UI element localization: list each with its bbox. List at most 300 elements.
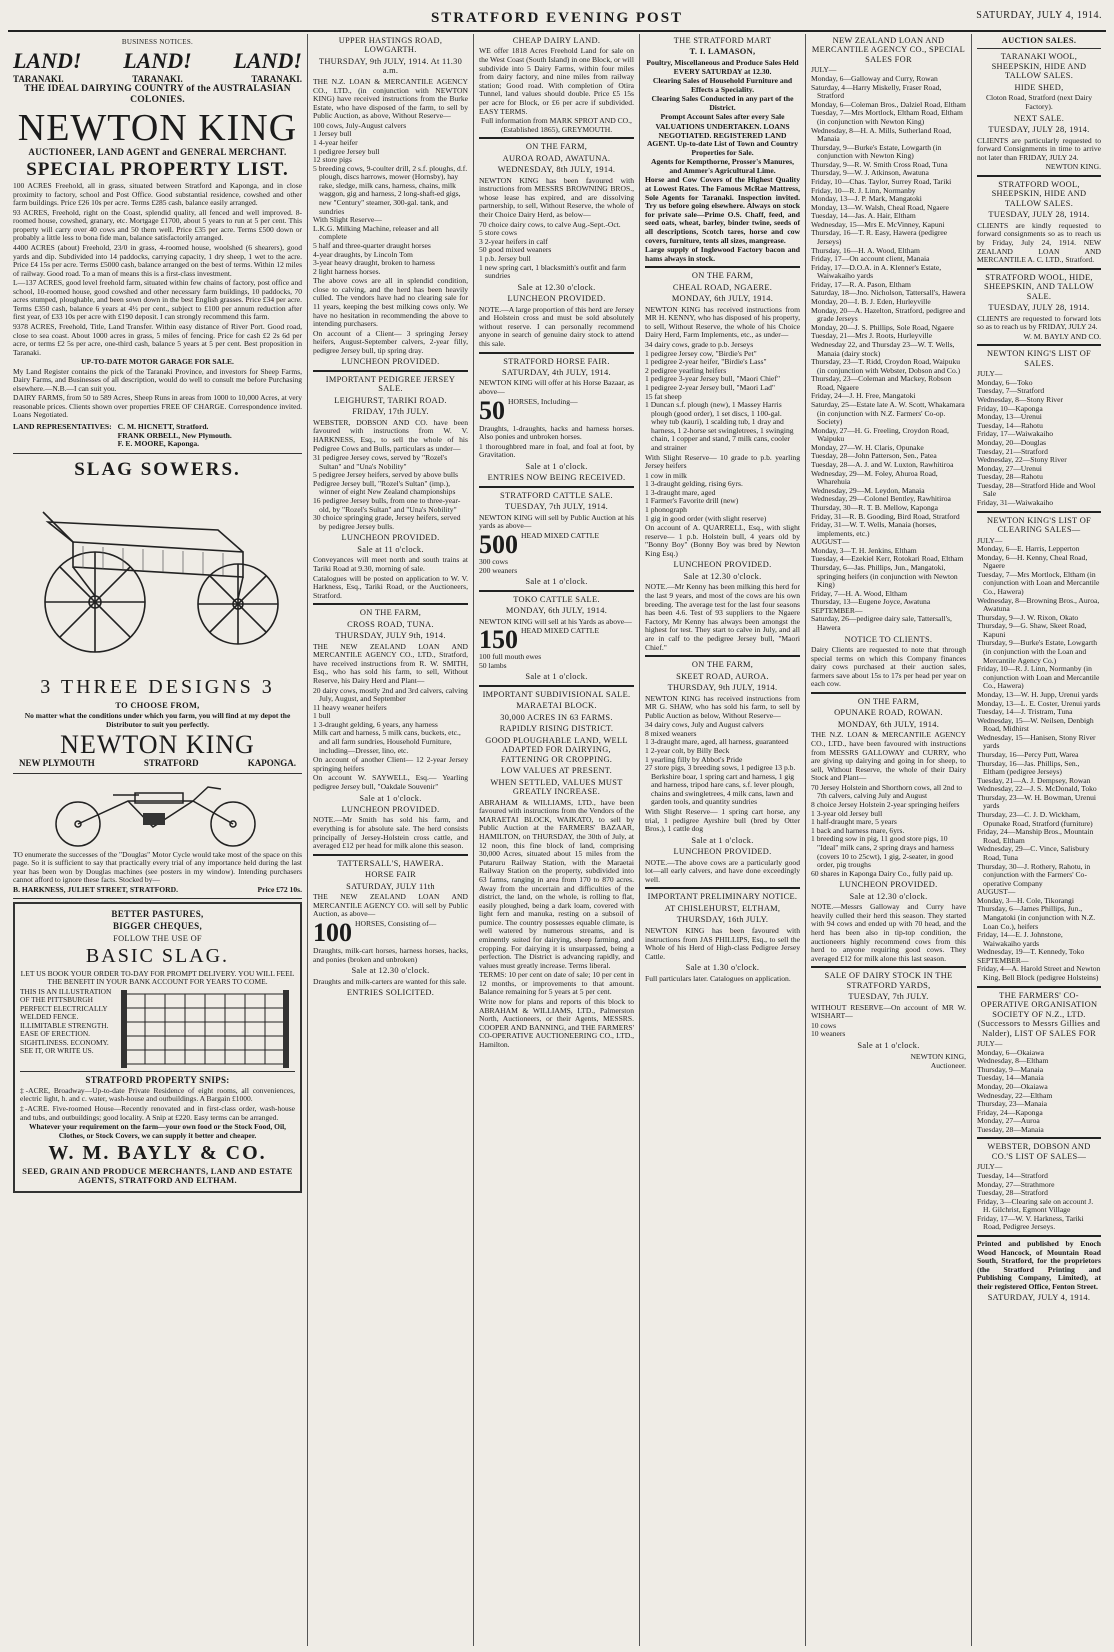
mart-text: Clearing Sales of Household Furniture and Effects a Speciality. — [652, 76, 793, 94]
lot: 12 store pigs — [313, 155, 352, 165]
sale-note: NOTE.—Messrs Galloway and Curry have heavily culled their herd this season. They started with 94 cows and ended up with 70 head, and the herd has been also in tip-top condition, the auctioneers highly recommend cows from this herd to anyone requiring good cows. They averaged £12 for milk alone this last season. — [811, 902, 966, 963]
better-pastures: BETTER PASTURES, — [111, 909, 204, 920]
lot: 2 light harness horses. — [313, 266, 381, 276]
sale-text: THE NEW ZEALAND LOAN AND MERCANTILE AGENCY CO., LTD., Stratford, have received instructions from R. W. SMITH, Esq., who has sold his farm, to sell, Without Reserve, his Dairy Herd and Plant— — [313, 641, 468, 685]
lot: 1 cow in milk — [645, 470, 687, 480]
sale-text: On account of a Client— 3 springing Jersey heifers, August-September calvers, 2-year filly, pedigree Jersey bull, tip spring dray. — [313, 328, 468, 355]
taranaki-word: TARANAKI. — [251, 73, 302, 84]
sale-entry: Monday, 6—E. Harris, Lepperton — [977, 544, 1080, 554]
lot: 200 weaners — [479, 565, 518, 575]
lot: 1 breeding sow in pig, 11 good store pigs, 10 "Ideal" milk cans, 2 spring drays and harness (covers 10 to 25cwt), 1 gig, 2-seater, in good order, pig troughs — [811, 834, 954, 870]
slag-sower-illustration — [33, 482, 283, 674]
lot: 50 good mixed weaners — [479, 245, 552, 255]
sale-entry: Saturday, 18—Jno. Nicholson, Tattersall's, Hawera — [811, 288, 966, 298]
sale-entry: Friday, 24—J. H. Free, Mangatoki — [811, 391, 916, 401]
fence-illustration — [121, 988, 291, 1068]
sale-text: The above cows are all in splendid condition, close to calving, and the herd has been heavily culled. The vendors have had no clearing sale for 11 years, keeping the best milking cows only. We have no hesitation in recommending the above to intending purchasers. — [313, 276, 468, 329]
rep: C. M. HICNETT, Stratford. — [117, 421, 209, 431]
sale-entry: Friday, 14—E. J. Johnstone, Waiwakaiho yards — [977, 930, 1063, 948]
reps-list — [118, 423, 232, 449]
sale-entry: Friday, 17—R. A. Pason, Eltham — [811, 279, 911, 289]
sale-date: THURSDAY, 9th JULY, 1914. At 11.30 a.m. — [318, 56, 463, 76]
sale-heading: T. I. LAMASON, — [689, 47, 756, 57]
lot: 1 gig in good order (with slight reserve) — [645, 513, 767, 523]
sale-entry: Tuesday, 28—Stratford — [977, 1188, 1048, 1198]
month-label: SEPTEMBER— — [811, 605, 863, 615]
sale-text: THE NEW ZEALAND LOAN AND MERCANTILE AGENCY CO. will sell by Public Auction, as above— — [313, 892, 468, 919]
lot: 1 3-year old Jersey bull — [811, 808, 883, 818]
mart-text: Agents for Kempthorne, Prosser's Manures, and Ammer's Agricultural Lime. — [650, 157, 794, 175]
lot: 1 back and harness mare, 6yrs. — [811, 825, 905, 835]
sale-text: On account of another Client— 12 2-year Jersey springing heifers — [313, 755, 468, 773]
taranaki-word: TARANAKI. — [132, 73, 183, 84]
sale-heading: WHEN SETTLED, VALUES MUST GREATLY INCREASE. — [490, 777, 623, 797]
sale-entry: Friday, 17—W. V. Harkness, Tariki Road, Pedigree Jerseys. — [977, 1213, 1084, 1232]
lot: 1 pedigree 2-year Jersey bull, "Maori Lad" — [645, 382, 775, 392]
sale-date: TUESDAY, JULY 28, 1914. — [988, 303, 1090, 313]
lot: 11 heavy weaner heifers — [313, 702, 387, 712]
sale-date: FRIDAY, 17th JULY. — [352, 407, 429, 417]
sale-note: NOTE.—The above cows are a particularly good lot—all early calvers, and have done exceedingly well. — [645, 857, 800, 884]
sale-date: MONDAY, 6th JULY, 1914. — [505, 606, 608, 616]
bigger-cheques: BIGGER CHEQUES, — [112, 921, 203, 932]
sale-text: Full information from MARK SPROT AND CO., (Established 1865), GREYMOUTH. — [481, 116, 632, 134]
sale-heading: NEW ZEALAND LOAN AND MERCANTILE AGENCY CO., SPECIAL SALES FOR — [811, 36, 966, 64]
sale-date: SATURDAY, 4th JULY, 1914. — [502, 368, 611, 377]
lot: Pedigree Jersey bull, "Rozel's Sultan" (imp.), winner of eight New Zealand championships — [313, 478, 456, 497]
sale-entry: Saturday, 4—Harry Miskelly, Fraser Road, Stratford — [811, 82, 942, 101]
lot: 30 choice springing grade, Jersey heifers, served by pedigree Jersey bulls. — [313, 513, 461, 531]
lot: 15 fat sheep — [645, 391, 682, 401]
sale-date: WEDNESDAY, 8th JULY, 1914. — [497, 165, 616, 175]
fence-section — [20, 988, 295, 1068]
sale-entry: Thursday, 6—James Phillips, Jun., Mangatoki (in conjunction with N.Z. Loan Co.), heifers — [977, 904, 1096, 931]
masthead: STRATFORD EVENING POST — [430, 9, 684, 26]
sale-entry: Monday, 3—H. Cole, Tikorangi — [977, 895, 1074, 905]
month-label: JULY— — [977, 369, 1003, 379]
sale-entry: Tuesday, 4—Ezekiel Kerr, Rotokari Road, Eltham — [811, 554, 964, 564]
sale-entry: Thursday, 9—Burke's Estate, Lowgarth (in conjunction with the Loan and Mercantile Agency Co.) — [977, 638, 1098, 665]
sale-heading: THE STRATFORD MART — [673, 36, 772, 45]
sale-entry: Thursday, 30—J. Rothery, Rahotu, in conjunction with the Farmers' Co-operative Company — [977, 861, 1091, 888]
lot-count: 150 — [479, 625, 518, 655]
sales-list — [811, 75, 966, 538]
sale-text: WE offer 1818 Acres Freehold Land for sale on the West Coast (South Island) in one Block, or will subdivide into 5 Dairy Farms, within four miles from dairy factory, and nine miles from railway station; Good road. With completion of Otira Tunnel, land values should double. Price £5 15s per acre for Block, or £6 per acre if subdivided. EASY TERMS. — [479, 46, 634, 116]
lot: 16 pedigree Jersey bulls, from one to three-year-old, by "Rozel's Sultan" and "Una's Nobility" — [313, 496, 461, 514]
lot: 8 choice Jersey Holstein 2-year springing heifers — [811, 800, 960, 810]
sale-text: On account of A. QUARRELL, Esq., with slight reserve— 1 p.b. Holstein bull, 4 years old by "Bonny Boy" (Bonny Boy was bred by Newton King Esq.) — [645, 523, 800, 558]
listing: 93 ACRES, Freehold, right on the Coast, splendid quality, all fenced and well improved. 8-roomed house, cowshed, granary, etc. Mortgage £1700, about 5 years to run at 5 per cent. This property will carry over 40 cows and 50 them well. Price £35 per acre. Terms £500 down or probably a little less to bona fide man, balance satisfactorily arranged. — [13, 207, 302, 243]
lot: 100 full mouth ewes — [479, 652, 542, 662]
signature: NEWTON KING. — [1045, 162, 1101, 172]
newton-king-title-2: NEWTON KING — [60, 730, 255, 760]
sale-entry: Monday, 27—Auroa — [977, 1116, 1040, 1126]
sale-entry: Thursday, 9—Burke's Estate, Lowgarth (in conjunction with Newton King) — [811, 142, 942, 161]
sale-entry: Wednesday, 15—W. Neilsen, Denbigh Road, Midhirst — [977, 715, 1094, 734]
lot-list — [811, 784, 966, 878]
sale-date: THURSDAY, 9th JULY, 1914. — [667, 683, 778, 693]
sale-entry: Monday, 27—H. G. Freeling, Croydon Road, Waipuku — [811, 425, 949, 444]
sale-text: ABRAHAM & WILLIAMS, LTD., have been favoured with instructions from the Vendors of the MARAETAI BLOCK, WAIKATO, to sell by Public Auction at the FARMERS' BAZAAR, HAMILTON, on THURSDAY, the 30th of July, at 12 noon, this fine block of land, comprising 30,000 Acres, situated about 15 miles from the Putaruru Railway Station, with the Maraetai Railway Station on the property, subdivided into 63 farms, ranging in area from 170 to 870 acres. Away from the uncertain and difficulties of the district, the land, on the whole, is rolling to flat, easily ploughed, being a dark loam, covered with light fern and manuka, resting on a subsoil of pumice. The country possesses equable climate, is well watered by numerous streams, and is eminently suited for dairying, sheep farming, and cropping. For dairying it is unsurpassed, being a perfection. The District is advancing rapidly, and values must greatly increase. Terms liberal. — [479, 797, 634, 970]
sale-entry: Friday, 17—Waiwakaiho — [977, 429, 1054, 439]
lot: 31 pedigree Jersey cows, served by "Rozel's Sultan" and "Una's Nobility" — [313, 453, 448, 471]
column-5 — [806, 34, 972, 1646]
lot: 1 3-draught mare, aged — [645, 487, 716, 497]
sale-text: Write now for plans and reports of this block to ABRAHAM & WILLIAMS, LTD., Palmerston North, Auctioneers, or their Agents, MESSRS. COOPER AND BANNING, and THE FARMERS' CO-OPERATIVE AUCTIONEERING CO., LTD., Hamilton. — [479, 997, 634, 1049]
mart-text: VALUATIONS UNDERTAKEN. LOANS NEGOTIATED. REGISTERED LAND AGENT. Up-to-date List of Town and Country Properties for Sale. — [646, 122, 799, 157]
mart-text: Horse and Cow Covers of the Highest Quality at Lowest Rates. The Famous McRae Mattress, Sole Agents for Taranaki. Inspection invited. Try us before going elsewhere. Always on stock for private sale—Prime O.S. Chaff, feed, and seed oats, wheat, barley, binder twine, seeds of all descriptions, Scotch tares, horse and cow covers, furniture, tents all sizes, mangrease. — [645, 175, 800, 245]
lot: 1 3-draught mare, aged, all harness, guaranteed — [645, 737, 789, 747]
sale-heading: THE FARMERS' CO-OPERATIVE ORGANISATION SOCIETY OF N.Z., LTD. (Successors to Messrs Gillies and Nalder), LIST OF SALES FOR — [977, 990, 1101, 1038]
sale-text: WEBSTER, DOBSON AND CO. have been favoured with instructions from W. V. HARKNESS, Esq., to sell the whole of his Pedigree Cows and Bulls, particulars as under— — [313, 417, 468, 453]
sale-time: Sale at 12.30 o'clock. — [849, 891, 928, 901]
sale-heading: NEWTON KING'S LIST OF SALES. — [986, 349, 1092, 368]
lot-list — [645, 721, 800, 807]
sale-entry: Tuesday, 7—Mrs Mortlock, Eltham Road, Eltham (in conjunction with Newton King) — [811, 108, 963, 126]
column-3 — [474, 34, 640, 1646]
douglas-footer — [13, 886, 302, 895]
signature: NEWTON KING, — [910, 1051, 966, 1061]
cattle-count — [479, 627, 634, 653]
mart-text: Clearing Sales Conducted in any part of the District. — [651, 94, 794, 112]
sale-text: NEWTON KING has received instructions from MR G. SHAW, who has sold his farm, to sell by Public Auction as below, Without Reserve— — [645, 693, 800, 720]
sale-entry: Friday, 10—R. J. Linn, Normanby (in conjunction with Loan and Mercantile Co., Hawera) — [977, 664, 1100, 691]
sale-entry: Monday, 13—W. H. Jupp, Urenui yards — [977, 689, 1098, 699]
sales-list — [811, 547, 966, 607]
taranaki-word: TARANAKI. — [13, 73, 64, 84]
page-header — [8, 6, 1106, 32]
sale-entry: Tuesday, 14—Rahotu — [977, 420, 1043, 430]
lot: 5 pedigree Jersey heifers, served by above bulls — [313, 470, 459, 480]
town: NEW PLYMOUTH — [19, 758, 95, 769]
sale-time: Sale at 1 o'clock. — [359, 793, 422, 803]
douglas-seller: B. HARKNESS, JULIET STREET, STRATFORD. — [13, 884, 178, 894]
sale-note: NOTE.—Mr Kenny has been milking this herd for the last 9 years, and most of the cows are his own breeding. The average test for the last four seasons has been 4.6. Test of 93 suppliers to the Ngaere Factory, Mr Kenny has always been amongst the highest for test. They start to calve in July, and all are in calf to the pedigree Jersey bull, "Maori Chief." — [645, 582, 800, 652]
sale-date: MONDAY, 6th JULY, 1914. — [837, 719, 940, 729]
luncheon-note: LUNCHEON PROVIDED. — [673, 560, 772, 570]
sale-entry: Monday, 13—L. E. Coster, Urenui yards — [977, 698, 1101, 708]
sale-entry: Thursday, 23—Coleman and Mackey, Robson Road, Ngaere — [811, 374, 952, 392]
sale-time: Sale at 11 o'clock. — [357, 544, 424, 554]
sale-date: TUESDAY, JULY 28, 1914. — [988, 125, 1090, 135]
sale-heading: 30,000 ACRES IN 63 FARMS. — [500, 712, 613, 722]
listing: 100 ACRES Freehold, all in grass, situated between Stratford and Kaponga, and in close proximity to factory, school and Post Office. Good substantial residence, cowshed and other farm buildings. Price £26 10s per acre. Terms £285 cash, balance easily arranged. — [13, 181, 302, 208]
sale-entry: Monday, 13—Urenui — [977, 412, 1042, 422]
sale-time: Sale at 12.30 o'clock. — [351, 966, 430, 976]
month-label: AUGUST— — [811, 537, 850, 547]
lot: L.K.G. Milking Machine, releaser and all complete — [313, 223, 439, 242]
land-word: LAND! — [123, 47, 192, 73]
notice-text: Dairy Clients are requested to note that through special terms on which this Company finances dairy cows purchased at their auction sales, farmers save about 15s to 17s per head per year on each cow. — [811, 645, 966, 689]
listing: L—137 ACRES, good level freehold farm, situated within few chains of factory, post office and school, 10-roomed house, good cowshed and other necessary farm buildings, 10 paddocks, 70 acres stumped, ploughable, and been sown down in the best English grasses. Price £34 per acre. Terms £350 cash, balance 6 years at 4½ per cent., subject to £100 per annum reduction after first year, of £33 10s per acre with £190 deposit. I can strongly recommend this farm. — [13, 278, 302, 322]
slag-sowers-title: SLAG SOWERS. — [74, 458, 241, 480]
lot: 1 bull — [313, 711, 331, 721]
lot: Milk cart and harness, 5 milk cans, buckets, etc., and all farm sundries, Household Furniture, including—Dresser, lino, etc. — [313, 728, 461, 755]
sale-heading: CHEAL ROAD, NGAERE. — [672, 282, 773, 292]
lot: 1 Duncan s.f. plough (new), 1 Massey Harris plough (good order), 1 set discs, 1 100-gal. whey tub (kauri), 1 scalding tub, 1 dray and harness, 1 2-horse set swingletrees, 1 swinging chain, 1 copper and stand, 7 milk cans, cooler and strainer — [645, 400, 794, 452]
sale-entry: Thursday, 16—T. R. Easy, Hawera (pedigree Jerseys) — [811, 228, 948, 247]
lot: 3-year heavy draught, broken to harness — [313, 258, 435, 268]
land-representatives — [13, 423, 302, 449]
sale-date: MONDAY, 6th JULY, 1914. — [671, 294, 774, 304]
newton-king-property-ad — [13, 34, 302, 454]
lot-list — [313, 687, 468, 756]
listing: UP-TO-DATE MOTOR GARAGE FOR SALE. — [81, 357, 234, 367]
sale-heading: SKEET ROAD, AUROA. — [676, 671, 769, 681]
lot: 1 half-draught mare, 5 years — [811, 817, 897, 827]
listing: 9378 ACRES, Freehold, Title, Land Transfer. Within easy distance of River Port. Good road, close to sea coast. About 1000 acres in grass, 5 miles of fencing. Price for cash £2 2s 6d per acre, or terms £2 5s per acre, one-third cash, balance 5 years at 5 per cent. Best proposition in Taranaki. — [13, 321, 302, 357]
douglas-motorcycle-ad — [13, 774, 302, 900]
sale-entry: Tuesday, 28—Manaia — [977, 1124, 1044, 1134]
land-word: LAND! — [13, 47, 82, 73]
lot: With Slight Reserve— — [313, 215, 382, 225]
lot: 5 half and three-quarter draught horses — [313, 240, 431, 250]
notice-heading: NOTICE TO CLIENTS. — [844, 634, 933, 644]
sale-entry: Wednesday, 19—T. Kennedy, Toko — [977, 947, 1085, 957]
sale-heading: NEWTON KING'S LIST OF CLEARING SALES— — [986, 515, 1092, 535]
sale-entry: Friday, 3—Clearing sale on account J. H. Gilchrist, Egmont Village — [977, 1196, 1094, 1215]
sales-list — [977, 379, 1101, 508]
sale-entry: Tuesday, 14—Stratford — [977, 1170, 1048, 1180]
sale-entry: Tuesday, 7—Stratford — [977, 386, 1045, 396]
columns — [8, 34, 1106, 1646]
sale-entry: Thursday, 30—R. T. B. Mellow, Kaponga — [811, 502, 938, 512]
lot: 1 pedigree 3-year Jersey bull, "Maori Chief" — [645, 374, 781, 384]
horse-count — [479, 395, 634, 425]
lot: 100 cows, July-August calvers — [313, 120, 407, 130]
lot: 2 pedigree yearling heifers — [645, 365, 727, 375]
sale-entry: Wednesday, 22—Stony River — [977, 455, 1067, 465]
column-4 — [640, 34, 806, 1646]
sale-heading: LEIGHURST, TARIKI ROAD. — [334, 395, 447, 405]
sale-entry: Saturday, 25—Estate late A. W. Scott, Whakamara (in conjunction with N.Z. Farmers' Co-op. Society) — [811, 400, 965, 427]
lot: 1 3-draught gelding, 6 years, any harness — [313, 719, 438, 729]
auction-sales-heading: AUCTION SALES. — [1001, 36, 1077, 45]
mart-text: Large supply of Inglewood Factory bacon and hams always in stock. — [645, 245, 800, 263]
sale-time: Sale at 1.30 o'clock. — [685, 963, 760, 973]
sale-heading: LOW VALUES AT PRESENT. — [501, 766, 612, 776]
lot-list — [645, 472, 800, 523]
fence-text: THIS IS AN ILLUSTRATION OF THE PITTSBURGH PERFECT ELECTRICALLY WELDED FENCE. ILLIMITABLE STRENGTH. EASE OF ERECTION. SIGHTLINESS. ECONOMY. SEE IT, OR WRITE US. — [20, 986, 112, 1056]
lot: 8 mixed weaners — [645, 728, 697, 738]
property-snips-title: STRATFORD PROPERTY SNIPS: — [85, 1074, 230, 1085]
sale-entry: Monday, 6—Galloway and Curry, Rowan — [811, 74, 938, 84]
listing: My Land Register contains the pick of the Taranaki Province, and investors for Sheep Farms, Dairy Farms, and Businesses of all description, would do well to consult me before Purchasing elsewhere.—N.B.—I can suit you. — [13, 366, 302, 393]
sale-text: WITHOUT RESERVE—On account of MR W. WISHART— — [811, 1002, 966, 1021]
sale-entry: Thursday, 13—Eugene Joyce, Awatuna — [811, 597, 931, 607]
sale-entry: Monday, 20—I. B. J. Eden, Hurleyville — [811, 297, 931, 307]
sale-heading: SALE OF DAIRY STOCK IN THE STRATFORD YARDS, — [824, 971, 953, 990]
sale-heading: HORSE FAIR — [364, 870, 416, 880]
sale-entry: Monday, 6—H. Kenny, Cheal Road, Ngaere — [977, 552, 1088, 571]
lot-count-label: HORSES, Consisting of— — [355, 918, 437, 928]
notices-label: BUSINESS NOTICES. — [121, 38, 194, 46]
snip: ‡-ACRE. Five-roomed House—Recently renovated and in first-class order, wash-house and tubs, and outbuildings; good locality. A Snip at £220. Easy terms can be arranged. — [20, 1104, 295, 1122]
sale-time: Sale at 12.30 o'clock. — [683, 571, 762, 581]
sale-heading: TARANAKI WOOL, SHEEPSKIN, HIDE AND TALLOW SALES. — [991, 52, 1087, 81]
sale-text: NEWTON KING has been favoured with instructions from JAS PHILLIPS, Esq., to sell the Whole of his Herd of High-class Pedigree Jersey Cattle. — [645, 925, 800, 961]
sale-entry: Friday, 4—A. Harold Street and Newton King, Bell Block (pedigree Holsteins) — [977, 964, 1101, 983]
sale-date: TUESDAY, JULY 28, 1914. — [988, 210, 1090, 220]
sale-time: Sale at 1 o'clock. — [691, 835, 754, 845]
listing: DAIRY FARMS, from 50 to 589 Acres, Sheep Runs in areas from 1000 to 10,000 Acres, at very reasonable prices. Clients shown over properties FREE OF CHARGE. Correspondence invited. Loans Negotiated. — [13, 393, 302, 420]
sale-text: TERMS: 10 per cent on date of sale; 10 per cent in 12 months, or improvements to that amount. Balance remaining for 5 years at 5 per cent. — [479, 970, 634, 997]
sale-text: NEWTON KING will offer at his Horse Bazaar, as above— — [479, 378, 634, 397]
sale-entry: Monday, 13—W. Walsh, Cheal Road, Ngaere — [811, 202, 949, 212]
lot: 1 p.b. Jersey bull — [479, 253, 531, 263]
sale-entry: Tuesday, 28—Stratford Hide and Wool Sale — [977, 480, 1096, 499]
sale-entry: Thursday, 9—R. W. Smith Cross Road, Tuna — [811, 159, 948, 169]
lot: 5 store cows — [479, 228, 517, 238]
signature: Auctioneer. — [930, 1061, 966, 1071]
sale-entry: Tuesday, 28—Rahotu — [977, 472, 1043, 482]
column-2 — [308, 34, 474, 1646]
sale-heading: IMPORTANT PRELIMINARY NOTICE. — [647, 892, 798, 902]
special-property-title: SPECIAL PROPERTY LIST. — [26, 158, 289, 180]
sale-heading: ON THE FARM, — [359, 608, 422, 618]
choose-line: TO CHOOSE FROM, — [115, 700, 200, 710]
entries-note: ENTRIES SOLICITED. — [346, 988, 435, 998]
newton-king-title: NEWTON KING — [17, 106, 298, 149]
sale-heading: STRATFORD HORSE FAIR. — [503, 356, 610, 366]
column-6 — [972, 34, 1106, 1646]
sale-heading: MARAETAI BLOCK. — [516, 701, 597, 711]
sale-entry: Wednesday, 15—Hanisen, Stony River yards — [977, 732, 1096, 751]
sale-text: NEWTON KING has been favoured with instructions from MESSRS BROWNING BROS., whose lease has expired, and are dissolving partnership, to sell, Without Reserve, the whole of their Choice Dairy Herd, as below— — [479, 175, 634, 220]
sale-entry: Wednesday, 8—Eltham — [977, 1056, 1049, 1066]
sale-entry: Monday, 6—Toko — [977, 377, 1033, 387]
sale-entry: Wednesday, 8—Browning Bros., Auroa, Awatuna — [977, 595, 1100, 614]
sale-text: With Slight Reserve— 1 spring cart horse, any trial, 1 pedigree Ayrshire bull (bred by Otter Bros.), 1 cattle dog — [645, 807, 800, 834]
sale-entry: Monday, 27—Strathmore — [977, 1179, 1055, 1189]
sale-entry: Thursday, 23—Manaia — [977, 1099, 1047, 1109]
lot: 34 dairy cows, July and August calvers — [645, 720, 764, 730]
sale-entry: Wednesday, 8—Stony River — [977, 395, 1063, 405]
lot: 1 4-year heifer — [313, 137, 358, 147]
sale-entry: Thursday, 16—Jas. Phillips, Sen., Eltham (pedigree Jerseys) — [977, 758, 1080, 777]
sale-entry: Wednesday, 22—Eltham — [977, 1090, 1053, 1100]
sales-list — [977, 545, 1101, 888]
sale-entry: Wednesday, 29—M. Foley, Ahuroa Road, Wharehuia — [811, 468, 938, 487]
rep: FRANK ORBELL, New Plymouth. — [117, 430, 232, 440]
lot: 60 shares in Kaponga Dairy Co., fully paid up. — [811, 868, 953, 878]
signature: W. M. BAYLY AND CO. — [1023, 331, 1101, 341]
town: KAPONGA. — [247, 758, 296, 769]
lot-count: 500 — [479, 530, 518, 560]
sale-heading: GOOD PLOUGHABLE LAND, WELL ADAPTED FOR DAIRYING, FATTENING OR CROPPING. — [485, 735, 628, 764]
sale-entry: Tuesday, 14—J. Tristram, Tuna — [977, 707, 1073, 717]
sale-text: Cloton Road, Stratford (next Dairy Factory). — [985, 93, 1093, 111]
sale-entry: Monday, 13—J. P. Mark, Mangatoki — [811, 194, 922, 204]
sale-entry: Friday, 31—R. B. Gooding, Bird Road, Stratford — [811, 511, 960, 521]
sales-list — [977, 1049, 1101, 1135]
sale-heading: STRATFORD CATTLE SALE. — [500, 490, 613, 500]
sale-text: THE N.Z. LOAN & MERCANTILE AGENCY CO., LTD., (in conjunction with NEWTON KING) have received instructions from the Burke Estate, who have disposed of the farm, to sell by Public Auction, as above, Without Reserve— — [313, 76, 468, 121]
month-label: SEPTEMBER— — [977, 955, 1029, 965]
sale-date: SATURDAY, JULY 11th — [346, 881, 435, 891]
imprint-date: SATURDAY, JULY 4, 1914. — [987, 1293, 1091, 1303]
sale-entry: Friday, 7—H. A. Wood, Eltham — [811, 588, 908, 598]
lot: 70 Jersey Holstein and Shorthorn cows, all 2nd to 7th calvers, calving July and August — [811, 782, 963, 801]
sale-entry: Wednesday, 29—C. Vince, Salisbury Road, Tuna — [977, 844, 1090, 862]
sale-entry: Tuesday, 28—John Patterson, Sen., Patea — [811, 451, 937, 461]
lot-list — [479, 221, 634, 281]
sale-entry: Friday, 10—Kaponga — [977, 403, 1043, 413]
lot: 1 3-draught gelding, rising 6yrs. — [645, 479, 743, 489]
sale-entry: Thursday, 9—G. Shaw, Skeet Road, Kapuni — [977, 621, 1087, 639]
sale-text: Draughts and milk-carters are wanted for this sale. — [313, 976, 467, 986]
sales-list — [977, 1172, 1101, 1232]
lot-list — [313, 454, 468, 531]
month-label: AUGUST— — [977, 887, 1016, 897]
lot: 34 dairy cows, grade to p.b. Jerseys — [645, 340, 754, 350]
no-matter-text: No matter what the conditions under which you farm, you will find at my depot the Distributor to suit you perfectly. — [24, 711, 291, 729]
sale-heading: WEBSTER, DOBSON AND CO.'S LIST OF SALES— — [987, 1142, 1091, 1161]
rep: F. E. MOORE, Kaponga. — [117, 439, 200, 449]
sale-entry: Monday, 6—Okaiawa — [977, 1047, 1044, 1057]
lot: 70 choice dairy cows, to calve Aug.-Sept.-Oct. — [479, 219, 621, 229]
ideal-country: THE IDEAL DAIRYING COUNTRY of the AUSTRALASIAN COLONIES. — [24, 82, 291, 105]
sale-heading: AUROA ROAD, AWATUNA. — [502, 153, 611, 163]
land-headline — [13, 49, 302, 74]
snip: Whatever your requirement on the farm—your own food or the Stock Food, Oil, Clothes, or Stock Covers, we can supply it better and cheaper. — [28, 1122, 287, 1140]
lot-list — [313, 122, 468, 276]
lot-count-label: HORSES, Including— — [508, 396, 578, 406]
sale-date: THURSDAY, JULY 9th, 1914. — [335, 631, 446, 641]
column-1 — [8, 34, 308, 1646]
lot: 20 dairy cows, mostly 2nd and 3rd calvers, calving July, August, and September — [313, 685, 468, 704]
sale-time: Sale at 1 o'clock. — [525, 672, 588, 682]
lot: 5 breeding cows, 9-coulter drill, 2 s.f. ploughs, d.f. plough, discs harrows, mower (Hornsby), hay rake, sledge, milk cans, harness, chains, milk waggon, gig and harness, 2 long-shaft-ed gigs, new "Century" steamer, 300-gal. tank, and sundries — [313, 163, 468, 216]
motorcycle-illustration — [43, 779, 273, 849]
lot-count-label: HEAD MIXED CATTLE — [521, 531, 600, 541]
sale-heading: TOKO CATTLE SALE. — [513, 594, 600, 604]
sale-text: CLIENTS are kindly requested to forward consignments so as to reach us by Friday, July 24, 1914. NEW ZEALAND LOAN AND MERCANTILE A. C. LTD., Stratford. — [977, 220, 1101, 265]
sale-text: CLIENTS are particularly requested to forward Consignments in time to arrive not later than FRIDAY, JULY 24. — [977, 135, 1101, 162]
lot: 1 Jersey bull — [313, 129, 352, 139]
bayly-title: W. M. BAYLY & CO. — [48, 1142, 267, 1165]
lot-list — [645, 341, 800, 453]
imprint: Printed and published by Enoch Wood Hancock, of Mountain Road South, Stratford, for the proprietors (the Stratford Printing and Publishing Company, Limited), at their registered Office, Fenton Street. — [977, 1238, 1101, 1291]
sale-text: Draughts, milk-cart horses, harness horses, hacks, and ponies (broken and unbroken) — [313, 945, 468, 964]
lot-count: 100 — [313, 917, 352, 947]
lot: 1 yearling filly by Abbot's Pride — [645, 754, 743, 764]
sale-heading: OPUNAKE ROAD, ROWAN. — [834, 708, 943, 718]
sale-heading: NEXT SALE. — [1013, 113, 1065, 123]
sale-heading: IMPORTANT SUBDIVISIONAL SALE. — [482, 689, 631, 699]
sale-entry: Monday, 20—Okaiawa — [977, 1081, 1048, 1091]
sale-text: With Slight Reserve— 10 grade to p.b. yearling Jersey heifers — [645, 452, 800, 471]
sale-entry: Tuesday, 21—Stratford — [977, 446, 1048, 456]
sale-heading: STRATFORD WOOL, HIDE, SHEEPSKIN, AND TALLOW SALE. — [984, 272, 1094, 301]
sale-entry: Thursday, 9—W. J. Atkinson, Awatuna — [811, 168, 929, 178]
sale-entry: Monday, 27—Urenui — [977, 463, 1042, 473]
month-label: JULY— — [977, 1162, 1003, 1172]
sale-text: NEWTON KING will sell at his Yards as above— — [479, 616, 632, 626]
sale-date: TUESDAY, 7th JULY, 1914. — [505, 502, 608, 512]
bayly-subtitle: SEED, GRAIN AND PRODUCE MERCHANTS, LAND AND ESTATE AGENTS, STRATFORD AND ELTHAM. — [22, 1166, 293, 1186]
lot: 10 cows — [811, 1020, 837, 1030]
sale-heading: ON THE FARM, — [691, 660, 754, 670]
sale-entry: Wednesday, 29—M. Leydon, Manaia — [811, 485, 925, 495]
sale-entry: Monday, 20—Douglas — [977, 437, 1047, 447]
sale-entry: Thursday, 23—C. J. D. Wickham, Opunake Road, Stratford (furniture) — [977, 810, 1093, 828]
sale-date: TUESDAY, 7th JULY. — [848, 992, 929, 1002]
sale-entry: Thursday, 16—Percy Putt, Warea — [977, 750, 1079, 759]
land-word: LAND! — [233, 47, 302, 73]
douglas-price: Price £72 10s. — [257, 884, 302, 894]
sale-heading: HIDE SHED, — [1014, 82, 1064, 92]
